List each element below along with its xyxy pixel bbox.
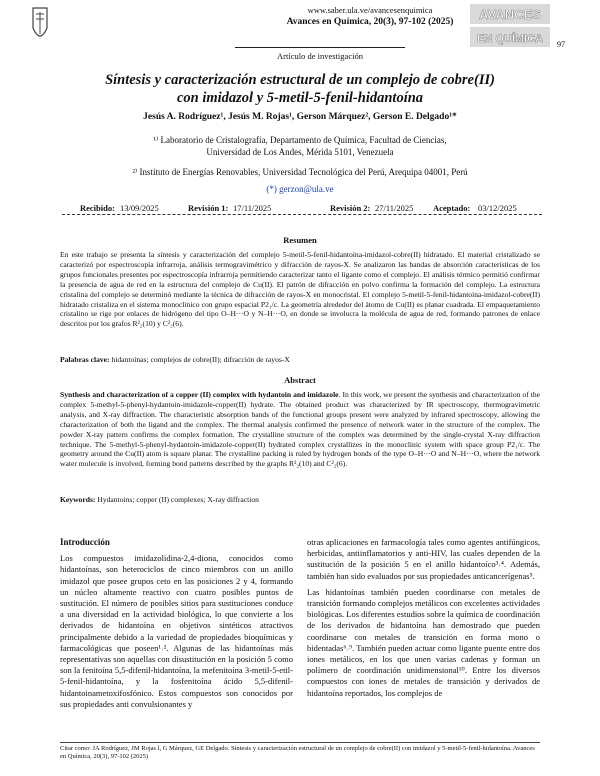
accepted-date: 03/12/2025	[478, 203, 517, 213]
palabras-clave-label: Palabras clave:	[60, 355, 110, 364]
revision2-date: 27/11/2025	[375, 203, 414, 213]
column-left	[60, 537, 293, 715]
journal-url[interactable]: www.saber.ula.ve/avancesenquimica	[307, 5, 433, 15]
affiliation-1-line1: ¹⁾ Laboratorio de Cristalografía, Departamento de Química, Facultad de Ciencias,	[153, 135, 447, 145]
affiliation-1-line2: Universidad de Los Andes, Mérida 5101, Venezuela	[206, 147, 394, 157]
journal-logo	[470, 4, 550, 48]
palabras-clave	[60, 355, 540, 364]
revision1-date: 17/11/2025	[233, 203, 272, 213]
palabras-clave-text: hidantoínas; complejos de cobre(II); difracción de rayos-X	[109, 355, 290, 364]
citation-footer: Citar como: JA Rodríguez, JM Rojas l, G Márquez, GE Delgado. Síntesis y caracterización estructural de un complejo de cobre(II) con imidazol y 5-metil-5-fenil-hidantoína. Avances en Química, 20(3), 97-102 (2025)	[60, 745, 535, 760]
keywords	[60, 495, 540, 504]
keywords-text: Hydantoins; copper (II) complexes; X-ray diffraction	[95, 495, 259, 504]
author-list: Jesús A. Rodríguez¹, Jesús M. Rojas¹, Gerson Márquez², Gerson E. Delgado¹*	[143, 112, 457, 122]
title-line1: Síntesis y caracterización estructural de un complejo de cobre(II)	[105, 72, 495, 88]
university-logo	[30, 6, 50, 46]
accepted-label: Aceptado:	[433, 203, 471, 213]
intro-heading: Introducción	[60, 537, 110, 547]
title-line2: con imidazol y 5-metil-5-fenil-hidantoína	[176, 90, 424, 106]
affiliation-2: ²⁾ Instituto de Energías Renovables, Universidad Tecnológica del Perú, Arequipa 04001, Perú	[132, 167, 468, 177]
column-right	[307, 537, 540, 704]
journal-citation: Avances en Química, 20(3), 97-102 (2025)	[286, 17, 454, 27]
resumen-text: En este trabajo se presenta la síntesis y caracterización del complejo 5-metil-5-fenil-hidantoína-imidazol-cobre(II) hidratado. El material cristalizado se caracterizó por espectroscopía infrarroja, análisis termogravimétrico y difracción de rayos-X. Se analizaron las bandas de absorción características de los grupos funcionales presentes por espectroscopía infrarroja permitiendo caracterizar tanto el ligante como el complejo. El análisis térmico permitió confirmar la presencia de agua de red en la estructura del complejo de Cu(II). El patrón de difracción en polvo confirma la formación del complejo. La estructura cristalina del complejo se determinó mediante la técnica de difracción de rayos-X en monocristal. El complejo 5-metil-5-fenil-hidantoína-imidazol-cobre(II) hidratado cristaliza en el sistema monoclínico con grupo espacial P2₁/c. La geometría alrededor del átomo de Cu(II) es planar cuadrada. El empaquetamiento cristalino se rige por enlaces de hidrógeno del tipo O–H···O y N–H···O, en donde se involucra la molécula de agua de red, formando patrones de enlace descritos por los grafos R²₂(10) y C²₂(6).	[60, 250, 540, 329]
dashed-divider	[62, 214, 542, 215]
abstract-heading: Abstract	[284, 375, 316, 385]
revision2-label: Revisión 2:	[330, 203, 371, 213]
received-label: Recibido:	[80, 203, 115, 213]
received-date: 13/09/2025	[120, 203, 159, 213]
article-type: Artículo de investigación	[235, 47, 405, 61]
keywords-label: Keywords:	[60, 495, 96, 504]
logo-line2: EN QUÍMICA	[477, 33, 543, 45]
resumen-heading: Resumen	[283, 235, 317, 245]
intro-paragraph-2: otras aplicaciones en farmacología tales como agentes antifúngicos, herbicidas, antiinflamatorios y anti-HIV, las cuales dependen de la sustitución de la posición 5 en el anillo hidantoíco³˒⁴. Además, también han sido evaluados por sus propiedades anticancerígenas⁵.	[307, 537, 540, 581]
intro-paragraph-3: Las hidantoínas también pueden coordinarse con metales de transición formando complejos metálicos con excelentes actividades biológicas. Los diferentes estudios sobre la química de coordinación de los derivados de hidantoína han demostrado que pueden coordinarse con metales de transición en forma mono o bidentadas⁶˒⁹. También pueden actuar como ligante puente entre dos iones metálicos, en los que unen varias cadenas y forman un polímero de coordinación unidimensional¹⁰. Entre los diversos compuestos con iones de metales de transición y derivados de hidantoína reportados, los complejos de	[307, 586, 540, 698]
footer-divider	[60, 742, 540, 743]
revision1-label: Revisión 1:	[188, 203, 229, 213]
abstract-text	[60, 390, 540, 469]
logo-line1: AVANCES	[479, 7, 541, 22]
page-number: 97	[557, 40, 565, 49]
intro-paragraph-1: Los compuestos imidazolidina-2,4-diona, conocidos como hidantoínas, son heterociclos de cinco miembros con un anillo imidazol que posee grupos ceto en las posiciones 2 y 4, formando un núcleo altamente reactivo con cuatro posibles puntos de sustitución. El número de posibles sitios para sustituciones conduce a una diversidad en la actividad biológica, lo que convierte a los derivados de hidantoína en objetivos sintéticos atractivos principalmente debido a la variedad de propiedades bioquímicas y farmacológicas que poseen¹˒². Algunas de las hidantoínas más representativas son aquellas con disustitución en la posición 5 como son la fenitoína 5,5-difenil-hidantoína, la mefenitoína 3-metil-5-etil-5-fenil-hidantoína, y la fosfenitoína ácido 5,5-difenil-hidantoinametoxifosfónico. Estos compuestos son conocidos por sus propiedades anti convulsionantes y	[60, 553, 293, 709]
abstract-title-bold: Synthesis and characterization of a copper (II) complex with hydantoin and imidazole	[60, 390, 339, 399]
abstract-body: . In this work, we present the synthesis and characterization of the complex 5-methyl-5-phenyl-hydantoin-imidazole-copper(II) hydrate. The obtained product was characterized by IR spectroscopy, thermogravimetric analysis, and X-ray diffraction. The characteristic absorption bands of the functional groups present were analyzed by infrared spectroscopy, allowing the characterization of both the ligand and the complex. The thermal analysis confirmed the presence of network water in the structure of the complex. The powder X-ray pattern confirms the complex formation. The crystalline structure of the complex was determined by the single-crystal X-ray diffraction technique. The 5-methyl-5-phenyl-hydantoin-imidazole-copper(II) hydrated complex crystallizes in the monoclinic system with space group P2₁/c. The geometry around the Cu(II) atom is square planar. The crystalline packing is ruled by hydrogen bonds of the type O–H···O and N–H···O, where the network water molecule is involved, forming bond patterns described by the graphs R²₂(10) and C²₂(6).	[60, 390, 540, 469]
article-title	[20, 71, 580, 107]
corresponding-email[interactable]: (*) gerzon@ula.ve	[266, 184, 334, 194]
